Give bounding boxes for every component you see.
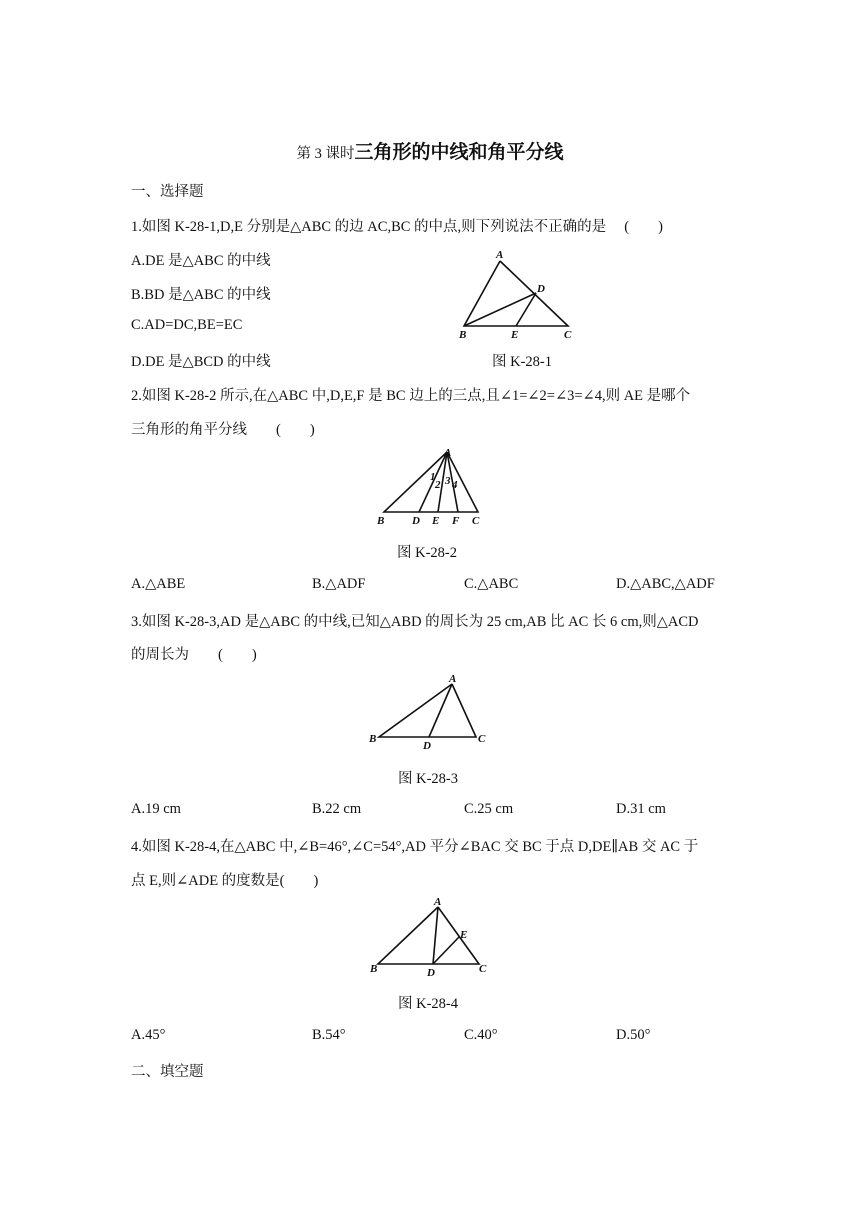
question-1-stem: 1.如图 K-28-1,D,E 分别是△ABC 的边 AC,BC 的中点,则下列说法不正确的是 ( ) <box>131 219 663 235</box>
label-d: D <box>423 740 431 752</box>
label-c: C <box>479 963 487 975</box>
label-e: E <box>511 329 519 341</box>
angle-label-3: 3 <box>445 475 451 487</box>
section-heading-fill: 二、填空题 <box>131 1064 204 1080</box>
label-f: F <box>452 515 460 527</box>
label-d: D <box>537 283 545 295</box>
q2-option-a: A.△ABE <box>131 576 186 592</box>
figure-k-28-3 <box>366 670 496 756</box>
q1-option-a: A.DE 是△ABC 的中线 <box>131 253 271 269</box>
q3-option-c: C.25 cm <box>464 801 514 817</box>
question-2-stem-line-1: 2.如图 K-28-2 所示,在△ABC 中,D,E,F 是 BC 边上的三点,且∠1=∠2=∠3=∠4,则 AE 是哪个 <box>131 388 691 404</box>
label-b: B <box>370 963 378 975</box>
figure-caption-1: 图 K-28-1 <box>492 354 553 370</box>
figure-caption-3: 图 K-28-3 <box>398 771 459 787</box>
label-e: E <box>432 515 440 527</box>
triangle-abc <box>379 684 476 737</box>
angle-label-4: 4 <box>452 479 458 491</box>
label-a: A <box>434 896 442 908</box>
section-heading-choice: 一、选择题 <box>131 184 204 200</box>
q3-option-b: B.22 cm <box>312 801 362 817</box>
q1-option-b: B.BD 是△ABC 的中线 <box>131 287 271 303</box>
q4-option-a: A.45° <box>131 1027 166 1043</box>
angle-label-2: 2 <box>435 479 441 491</box>
question-3-stem-line-2: 的周长为 ( ) <box>131 647 257 663</box>
label-e: E <box>460 929 468 941</box>
angle-label-1: 1 <box>430 471 436 483</box>
segment-ad <box>433 907 438 964</box>
q3-option-d: D.31 cm <box>616 801 666 817</box>
label-a: A <box>496 249 504 261</box>
q2-option-b: B.△ADF <box>312 576 366 592</box>
q1-option-d: D.DE 是△BCD 的中线 <box>131 354 271 370</box>
question-4-stem-line-2: 点 E,则∠ADE 的度数是( ) <box>131 873 319 889</box>
question-3-stem-line-1: 3.如图 K-28-3,AD 是△ABC 的中线,已知△ABD 的周长为 25 cm,AB 比 AC 长 6 cm,则△ACD <box>131 614 699 630</box>
figure-caption-2: 图 K-28-2 <box>397 545 458 561</box>
figure-k-28-2 <box>372 444 492 528</box>
q4-option-c: C.40° <box>464 1027 498 1043</box>
label-b: B <box>459 329 467 341</box>
label-b: B <box>377 515 385 527</box>
figure-k-28-4 <box>366 892 496 982</box>
lesson-number: 第 3 课时 <box>296 146 355 162</box>
page-title <box>0 137 860 164</box>
question-4-stem-line-1: 4.如图 K-28-4,在△ABC 中,∠B=46°,∠C=54°,AD 平分∠BAC 交 BC 于点 D,DE∥AB 交 AC 于 <box>131 839 699 855</box>
label-d: D <box>412 515 420 527</box>
q1-option-c: C.AD=DC,BE=EC <box>131 317 243 333</box>
figure-k-28-1 <box>450 246 590 342</box>
segment-de <box>433 937 459 964</box>
label-a: A <box>449 673 457 685</box>
label-a: A <box>444 447 452 459</box>
label-c: C <box>478 733 486 745</box>
q2-option-d: D.△ABC,△ADF <box>616 576 715 592</box>
label-c: C <box>472 515 480 527</box>
triangle-abc <box>464 261 568 326</box>
question-2-stem-line-2: 三角形的角平分线 ( ) <box>131 422 315 438</box>
label-b: B <box>369 733 377 745</box>
q4-option-b: B.54° <box>312 1027 346 1043</box>
label-c: C <box>564 329 572 341</box>
q4-option-d: D.50° <box>616 1027 651 1043</box>
q2-option-c: C.△ABC <box>464 576 519 592</box>
q3-option-a: A.19 cm <box>131 801 181 817</box>
label-d: D <box>427 967 435 979</box>
lesson-title: 三角形的中线和角平分线 <box>354 141 564 163</box>
figure-caption-4: 图 K-28-4 <box>398 996 459 1012</box>
